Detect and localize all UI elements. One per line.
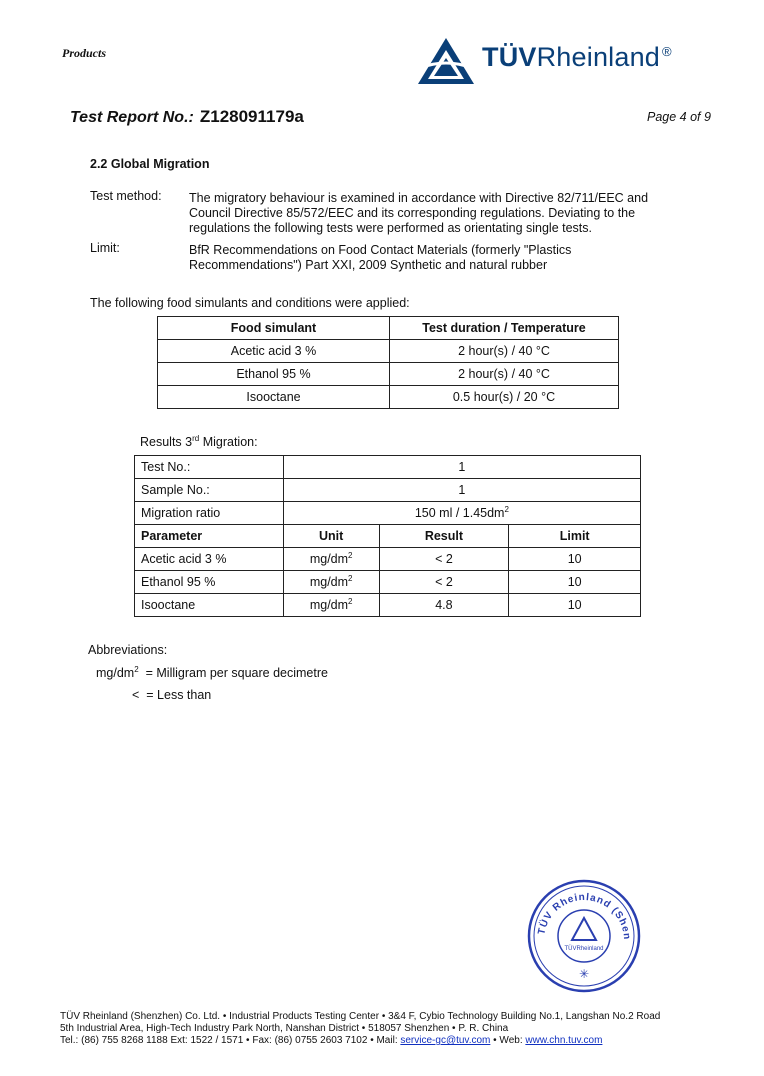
limit-cell: 10: [509, 571, 641, 594]
ratio-value: 150 ml / $1.45dm^2$: [283, 502, 640, 525]
simulants-intro: The following food simulants and conditions were applied:: [90, 296, 410, 310]
simulants-table: [157, 316, 619, 409]
web-link[interactable]: www.chn.tuv.com: [525, 1035, 603, 1046]
section-title: 2.2 Global Migration: [90, 157, 210, 171]
tuv-triangle-icon: [572, 918, 596, 940]
table-row: [135, 571, 641, 594]
result-cell: < 2: [379, 571, 509, 594]
simulant-cell: Isooctane: [158, 386, 390, 409]
table-row: [158, 340, 619, 363]
condition-cell: 0.5 hour(s) / 20 °C: [390, 386, 619, 409]
parameter-cell: Isooctane: [135, 594, 284, 617]
abbreviations-title: Abbreviations:: [88, 643, 168, 657]
column-header: Parameter: [135, 525, 284, 548]
method-label: Test method:: [90, 189, 162, 203]
table-row: [158, 386, 619, 409]
results-table: [134, 455, 641, 617]
simulant-cell: Ethanol 95 %: [158, 363, 390, 386]
row-label: Migration ratio: [135, 502, 284, 525]
logo-wordmark: TÜVRheinland ®: [482, 42, 672, 72]
footer-line: TÜV Rheinland (Shenzhen) Co. Ltd. • Industrial Products Testing Center • 3&4 F, Cybio Technology Building No.1, Langshan No.2 Road: [60, 1011, 661, 1022]
method-text: The migratory behaviour is examined in accordance with Directive 82/711/EEC and Council Directive 85/572/EEC and its corresponding regulations. Deviating to the regulations the following tests were performed as orientating single tests.: [189, 191, 649, 235]
svg-text:TÜVRheinland: TÜVRheinland: [564, 946, 604, 952]
column-header: Limit: [509, 525, 641, 548]
limit-label: Limit:: [90, 241, 120, 255]
company-seal: [526, 878, 642, 994]
column-header: Food simulant: [158, 317, 390, 340]
column-header: Result: [379, 525, 509, 548]
unit-cell: $mg/dm^2$: [283, 548, 379, 571]
results-title: Results 3rd Migration:: [140, 434, 258, 450]
tuv-triangle-icon: [416, 36, 476, 86]
result-cell: 4.8: [379, 594, 509, 617]
footer-contact: Tel.: (86) 755 8268 1188 Ext: 1522 / 1571 • Fax: (86) 0755 2603 7102 • Mail: service-gc@tuv.com • Web: www.chn.tuv.com: [60, 1035, 603, 1046]
unit-cell: $mg/dm^2$: [283, 594, 379, 617]
limit-cell: 10: [509, 594, 641, 617]
sample-no-value: 1: [283, 479, 640, 502]
abbreviation-item: $mg/dm^2$ = Milligram per square decimetre: [96, 665, 328, 681]
table-row: [135, 548, 641, 571]
tuv-logo: [416, 36, 696, 86]
condition-cell: 2 hour(s) / 40 °C: [390, 340, 619, 363]
column-header: Test duration / Temperature: [390, 317, 619, 340]
email-link[interactable]: service-gc@tuv.com: [400, 1035, 491, 1046]
page-info: Page 4 of 9: [647, 110, 711, 124]
column-header: Unit: [283, 525, 379, 548]
table-row: [135, 479, 641, 502]
products-label: Products: [62, 46, 107, 60]
condition-cell: 2 hour(s) / 40 °C: [390, 363, 619, 386]
star-icon: ✳: [578, 967, 590, 981]
row-label: Sample No.:: [135, 479, 284, 502]
footer-line: 5th Industrial Area, High-Tech Industry Park North, Nanshan District • 518057 Shenzhen • P. R. China: [60, 1023, 509, 1034]
footer: [60, 1011, 700, 1047]
parameter-cell: Acetic acid 3 %: [135, 548, 284, 571]
abbreviation-item: < = Less than: [132, 688, 212, 702]
table-header-row: [135, 525, 641, 548]
table-row: [158, 363, 619, 386]
table-row: [135, 502, 641, 525]
simulant-cell: Acetic acid 3 %: [158, 340, 390, 363]
table-header-row: [158, 317, 619, 340]
unit-cell: $mg/dm^2$: [283, 571, 379, 594]
svg-text:TÜV Rheinland (Shenzhen) Co.,: TÜV Rheinland (Shen: [536, 891, 633, 941]
table-row: [135, 594, 641, 617]
table-row: [135, 456, 641, 479]
parameter-cell: Ethanol 95 %: [135, 571, 284, 594]
row-label: Test No.:: [135, 456, 284, 479]
report-number: Test Report No.: Z128091179a: [70, 107, 304, 126]
result-cell: < 2: [379, 548, 509, 571]
limit-cell: 10: [509, 548, 641, 571]
limit-text: BfR Recommendations on Food Contact Materials (formerly "Plastics Recommendations") Part XXI, 2009 Synthetic and natural rubber: [189, 243, 572, 272]
test-no-value: 1: [283, 456, 640, 479]
